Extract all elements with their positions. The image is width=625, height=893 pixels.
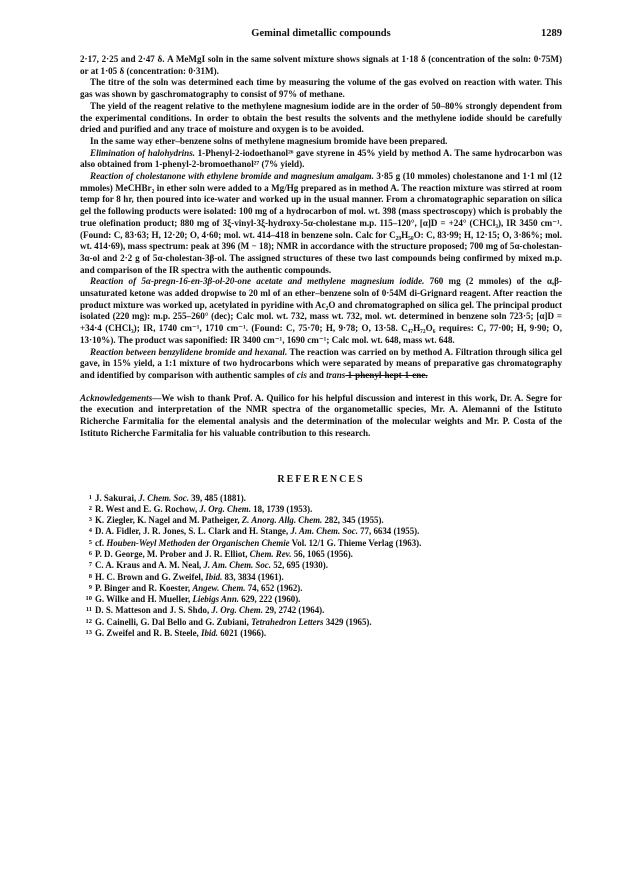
page xyxy=(80,28,562,639)
paragraph xyxy=(80,101,562,136)
isomer-trans: trans xyxy=(326,369,346,380)
reference-number: 1 xyxy=(88,493,92,501)
reference-details: 74, 652 (1962). xyxy=(245,582,303,593)
reference-number: 8 xyxy=(88,572,92,580)
reference-authors: J. Sakurai, xyxy=(95,492,139,503)
paragraph-text: The titre of the soln was determined each time by measuring the volume of the gas evolved on reaction with water. This gas was shown by gaschromatography to consist of 97% of methane. xyxy=(80,77,562,100)
reference-text xyxy=(95,628,562,639)
reference-text xyxy=(95,515,562,526)
reference-details: 39, 485 (1881). xyxy=(188,492,246,503)
reference-journal: Angew. Chem. xyxy=(192,582,246,593)
reference-details: 56, 1065 (1956). xyxy=(291,548,353,559)
reference-authors: G. Cainelli, G. Dal Bello and G. Zubiani, xyxy=(95,616,252,627)
reference-number: 12 xyxy=(85,617,92,625)
reference-item xyxy=(80,605,562,616)
paragraph-text: 2·17, 2·25 and 2·47 δ. A MeMgI soln in the same solvent mixture shows signals at 1·18 δ (concentration of the soln: 0·75M) or at 1·05 δ (concentration: 0·31M). xyxy=(80,54,562,76)
reference-authors: cf. xyxy=(95,537,107,548)
reference-item xyxy=(80,526,562,537)
acknowledgements-text: —We wish to thank Prof. A. Quilico for his helpful discussion and interest in this work, Dr. A. Segre for the execution and interpretation of the NMR spectra of the organometallic species, Mr. A. Alemanni of the Istituto Richerche Farmitalia for the elemental analysis and the determination of the molecular weights and Mr. P. Costa of the Istituto Richerche Farmitalia for his valuable contribution to this research. xyxy=(80,392,562,438)
reference-text xyxy=(95,617,562,628)
reference-item xyxy=(80,515,562,526)
reference-authors: P. Binger and R. Koester, xyxy=(95,582,193,593)
reference-item xyxy=(80,538,562,549)
reference-journal: Chem. Rev. xyxy=(249,548,292,559)
reference-text xyxy=(95,605,562,616)
reference-item xyxy=(80,572,562,583)
running-title: Geminal dimetallic compounds xyxy=(251,28,391,39)
reference-details: 629, 222 (1960). xyxy=(239,594,301,605)
paragraph-text: 760 mg (2 mmoles) of the α,β-unsaturated ketone was added dropwise to 20 ml of an ether–benzene soln of 0·54M di-Grignard reagent. After reaction the product mixture was worked up, acetylated in pyridine with Ac₂O and chromatographed on silica gel. The principal product isolated (220 mg): m.p. 255–260° (dec); Calc mol. wt. 732, mass wt. 732, mol. wt. determined in benzene soln 723·5; [α]D = +34·4 (CHCl₃); IR, 1740 cm⁻¹, 1710 cm⁻¹. (Found: C, 75·70; H, 9·78; O, 13·58. C₄₇H₇₂O₆ requires: C, 77·00; H, 9·90; O, 13·10%). The product was saponified: IR 3400 cm⁻¹, 1690 cm⁻¹; Calc mol. wt. 648, mass wt. 648. xyxy=(80,276,562,345)
references-list xyxy=(80,493,562,640)
reference-details: 29, 2742 (1964). xyxy=(262,605,325,616)
reference-item xyxy=(80,560,562,571)
reference-item xyxy=(80,583,562,594)
section-lead: Elimination of halohydrins. xyxy=(90,147,196,158)
paragraph-text: In the same way ether–benzene solns of methylene magnesium bromide have been prepared. xyxy=(90,135,448,146)
reference-text xyxy=(95,493,562,504)
paragraph-text: and xyxy=(306,369,327,380)
paragraph xyxy=(80,136,562,148)
reference-item xyxy=(80,594,562,605)
reference-details: 52, 695 (1930). xyxy=(270,560,328,571)
reference-item xyxy=(80,628,562,639)
reference-journal: Houben-Weyl Methoden der Organischen Chemie xyxy=(106,537,290,548)
reference-details: 3429 (1965). xyxy=(323,616,372,627)
reference-journal: Ibid. xyxy=(205,571,223,582)
section-lead: Reaction of cholestanone with ethylene bromide and magnesium amalgam. xyxy=(90,171,374,182)
reference-text xyxy=(95,572,562,583)
reference-details: Vol. 12/1 G. Thieme Verlag (1963). xyxy=(289,537,422,548)
reference-number: 3 xyxy=(88,516,92,524)
reference-journal: Liebigs Ann. xyxy=(192,594,240,605)
reference-number: 13 xyxy=(85,629,92,637)
reference-number: 4 xyxy=(88,527,92,535)
references-heading: REFERENCES xyxy=(277,473,365,485)
page-number: 1289 xyxy=(541,28,562,39)
reference-item xyxy=(80,617,562,628)
reference-details: 282, 345 (1955). xyxy=(322,515,384,526)
section-lead: Reaction between benzylidene bromide and hexanal. xyxy=(90,346,288,357)
reference-number: 9 xyxy=(88,583,92,591)
acknowledgements-lead: Acknowledgements xyxy=(80,392,153,403)
isomer-cis: cis xyxy=(296,369,307,380)
reference-authors: G. Zweifel and R. B. Steele, xyxy=(95,628,201,639)
reference-number: 6 xyxy=(88,549,92,557)
section-lead: Reaction of 5α-pregn-16-en-3β-ol-20-one acetate and methylene magnesium iodide. xyxy=(90,276,425,287)
reference-number: 10 xyxy=(85,595,92,603)
reference-details: 6021 (1966). xyxy=(218,628,267,639)
reference-journal: Ibid. xyxy=(201,628,219,639)
paragraph xyxy=(80,171,562,276)
reference-journal: J. Org. Chem. xyxy=(199,503,251,514)
reference-details: 18, 1739 (1953). xyxy=(250,503,313,514)
reference-authors: H. C. Brown and G. Zweifel, xyxy=(95,571,206,582)
reference-number: 2 xyxy=(88,504,92,512)
paragraph xyxy=(80,347,562,382)
reference-text xyxy=(95,560,562,571)
acknowledgements xyxy=(80,393,562,440)
reference-authors: K. Ziegler, K. Nagel and M. Patheiger, xyxy=(95,515,242,526)
reference-item xyxy=(80,549,562,560)
reference-details: 83, 3834 (1961). xyxy=(222,571,284,582)
reference-authors: D. A. Fidler, J. R. Jones, S. L. Clark and H. Stange, xyxy=(95,526,291,537)
paragraph-text: 1-phenyl-hept-1-ene. xyxy=(345,369,428,380)
running-header xyxy=(80,28,562,44)
paragraph xyxy=(80,148,562,171)
reference-number: 5 xyxy=(88,538,92,546)
reference-journal: J. Am. Chem. Soc. xyxy=(203,560,271,571)
reference-number: 11 xyxy=(85,606,92,614)
reference-authors: D. S. Matteson and J. S. Shdo, xyxy=(95,605,212,616)
paragraph xyxy=(80,276,562,346)
reference-text xyxy=(95,594,562,605)
paragraph-text: The reaction was carried on by method A. Filtration through silica gel gave, in 15% yield, a 1:1 mixture of two hydrocarbons which were separated by means of preparative gas chromatography and identified by comparison with authentic samples of xyxy=(80,346,562,380)
reference-text xyxy=(95,549,562,560)
reference-text xyxy=(95,583,562,594)
reference-authors: P. D. George, M. Prober and J. R. Elliot, xyxy=(95,548,250,559)
reference-journal: Tetrahedron Letters xyxy=(251,616,324,627)
reference-journal: J. Chem. Soc. xyxy=(138,492,189,503)
reference-journal: J. Am. Chem. Soc. xyxy=(290,526,358,537)
reference-authors: C. A. Kraus and A. M. Neal, xyxy=(95,560,204,571)
paragraph-text: 3·85 g (10 mmoles) cholestanone and 1·1 ml (12 mmoles) MeCHBr₂ in ether soln were added to a Mg/Hg prepared as in method A. The reaction mixture was stirred at room temp for 8 hr, then poured into ice-water and worked up in the usual manner. From a chromatographic separation on silica gel the following products were isolated: 100 mg of a hydrocarbon of mol. wt. 398 (mass spectroscopy) which is probably the true olefination product; 880 mg of 3ξ-vinyl-3ξ-hydroxy-5α-cholestane m.p. 115–120°, [α]D = +24° (CHCl₃), IR 3450 cm⁻¹. (Found: C, 83·63; H, 12·20; O, 4·60; mol. wt. 414–418 in benzene soln. Calc for C₂₉H₅₀O: C, 83·99; H, 12·15; O, 3·86%; mol. wt. 414·69), mass spectrum: peak at 396 (M − 18); NMR in accordance with the structure proposed; 700 mg of 5α-cholestan-3α-ol and 2·2 g of 5α-cholestan-3β-ol. The assigned structures of these two last compounds being confirmed by mixed m.p. and comparison of the IR spectra with the authentic compounds. xyxy=(80,171,562,275)
reference-authors: G. Wilke and H. Mueller, xyxy=(95,594,193,605)
article-body xyxy=(80,54,562,440)
reference-item xyxy=(80,504,562,515)
reference-number: 7 xyxy=(88,561,92,569)
reference-journal: J. Org. Chem. xyxy=(211,605,263,616)
paragraph-text: 1-Phenyl-2-iodoethanol²⁶ gave styrene in 45% yield by method A. The same hydrocarbon was also obtained from 1-phenyl-2-bromoethanol²⁷ (7% yield). xyxy=(80,147,563,170)
paragraph xyxy=(80,54,562,77)
reference-text xyxy=(95,538,562,549)
reference-journal: Z. Anorg. Allg. Chem. xyxy=(241,515,323,526)
reference-item xyxy=(80,493,562,504)
reference-details: 77, 6634 (1955). xyxy=(357,526,420,537)
reference-text xyxy=(95,504,562,515)
paragraph-text: The yield of the reagent relative to the methylene magnesium iodide are in the order of 50–80% strongly dependent from the experimental conditions. In order to obtain the best results the solvents and the methylene iodide should be carefully dried and purified and any trace of moisture and oxygen is to be avoided. xyxy=(80,100,562,135)
paragraph xyxy=(80,77,562,100)
reference-authors: R. West and E. G. Rochow, xyxy=(95,503,200,514)
reference-text xyxy=(95,526,562,537)
